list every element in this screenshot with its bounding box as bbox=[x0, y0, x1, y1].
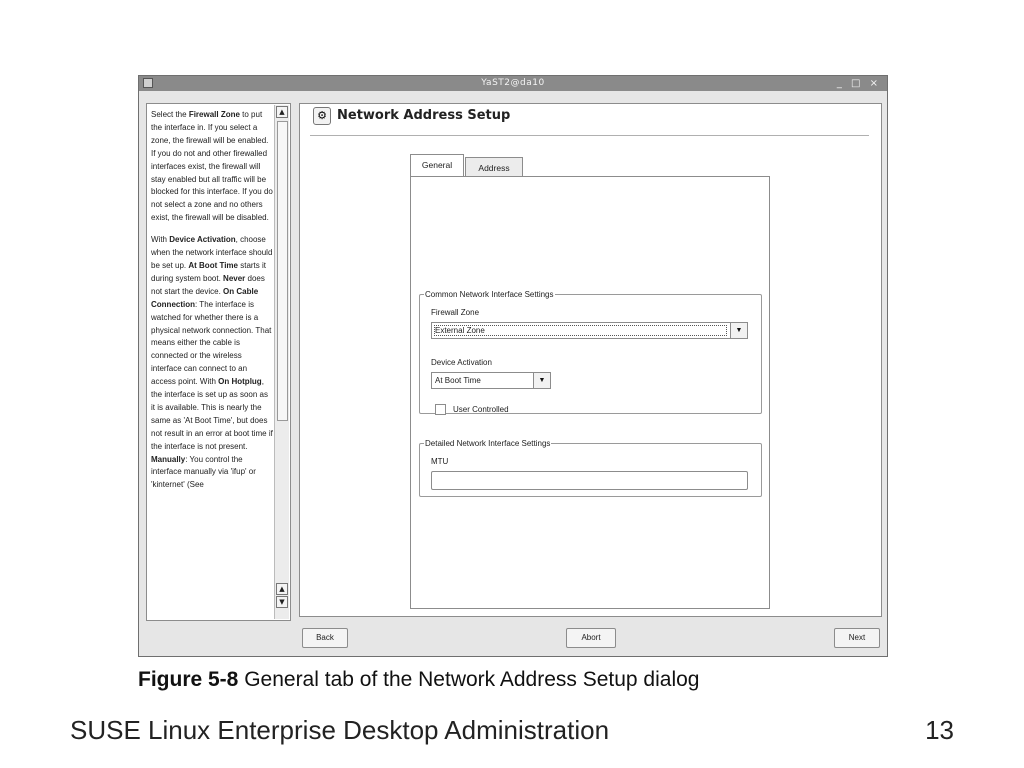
help-span: to put the interface in. If you select a zone, the firewall will be enabled. If you do not and other firewalled interfaces exist, the firewall will stay enabled but all traffic will be blocked for this interface. If you do not select a zone and no others exist, the firewall will be disabled. bbox=[151, 110, 273, 223]
back-button[interactable]: Back bbox=[302, 628, 348, 648]
scroll-up-lower-icon[interactable]: ▲ bbox=[276, 583, 288, 595]
help-term: Manually bbox=[151, 454, 186, 464]
abort-button[interactable]: Abort bbox=[566, 628, 616, 648]
general-tab-panel bbox=[410, 176, 770, 609]
detailed-settings-legend: Detailed Network Interface Settings bbox=[425, 439, 551, 448]
help-term: On Cable Connection bbox=[151, 286, 259, 309]
scroll-up-icon[interactable]: ▲ bbox=[276, 106, 288, 118]
next-button[interactable]: Next bbox=[834, 628, 880, 648]
help-span: starts it during system boot. bbox=[151, 260, 267, 283]
help-scrollbar[interactable] bbox=[274, 105, 289, 619]
yast-window bbox=[138, 75, 888, 657]
help-span: Select the bbox=[151, 110, 189, 119]
tab-general[interactable]: General bbox=[410, 154, 464, 176]
main-content bbox=[299, 103, 882, 617]
chevron-down-icon[interactable]: ▼ bbox=[533, 373, 550, 388]
help-span: : You control the interface manually via 'ifup' or 'kinternet' (See bbox=[151, 454, 256, 490]
window-controls[interactable]: _ □ × bbox=[836, 78, 881, 89]
help-span: does not start the device. bbox=[151, 273, 265, 296]
help-paragraph bbox=[151, 109, 273, 225]
firewall-zone-value: External Zone bbox=[435, 326, 485, 335]
course-title: SUSE Linux Enterprise Desktop Administration bbox=[70, 715, 610, 745]
help-panel bbox=[146, 103, 291, 621]
network-config-icon: ⚙ bbox=[313, 107, 331, 125]
help-term: At Boot Time bbox=[188, 260, 238, 270]
focus-indicator bbox=[434, 325, 727, 336]
scroll-thumb[interactable] bbox=[277, 121, 288, 421]
help-span: With bbox=[151, 235, 170, 245]
tab-address[interactable]: Address bbox=[465, 157, 523, 177]
user-controlled-label: User Controlled bbox=[453, 405, 509, 414]
window-title: YaST2@da10 bbox=[481, 78, 545, 88]
help-term: Device Activation bbox=[169, 235, 236, 245]
help-span: , choose when the network interface should be set up. bbox=[151, 235, 273, 270]
device-activation-value: At Boot Time bbox=[435, 376, 481, 385]
header-divider bbox=[310, 135, 869, 136]
help-term: Never bbox=[223, 273, 246, 283]
page-title: Network Address Setup bbox=[337, 108, 511, 123]
help-term: On Hotplug bbox=[218, 377, 262, 387]
mtu-label: MTU bbox=[431, 457, 449, 466]
firewall-zone-select[interactable] bbox=[431, 322, 748, 339]
help-term: Firewall Zone bbox=[188, 110, 240, 119]
help-span: : The interface is watched for whether there is a physical network connection. That means either the cable is connected or the wireless interface can connect to an access point. With bbox=[151, 299, 272, 387]
mtu-input[interactable] bbox=[431, 471, 748, 490]
figure-number: Figure 5-8 bbox=[138, 668, 239, 691]
device-activation-select[interactable] bbox=[431, 372, 551, 389]
device-activation-label: Device Activation bbox=[431, 358, 492, 367]
page-number: 13 bbox=[925, 715, 954, 745]
common-settings-legend: Common Network Interface Settings bbox=[425, 290, 554, 299]
window-titlebar[interactable] bbox=[139, 76, 887, 91]
user-controlled-checkbox[interactable] bbox=[435, 404, 446, 415]
help-text bbox=[151, 109, 273, 501]
figure-caption bbox=[138, 668, 699, 692]
scroll-down-icon[interactable]: ▼ bbox=[276, 596, 288, 608]
figure-caption-text: General tab of the Network Address Setup dialog bbox=[238, 668, 700, 691]
help-span: , the interface is set up as soon as it is available. This is nearly the same as 'At Boot Time', but does not result in an error at boot time if the interface is not present. bbox=[151, 377, 273, 451]
firewall-zone-label: Firewall Zone bbox=[431, 308, 480, 317]
chevron-down-icon[interactable]: ▼ bbox=[730, 323, 747, 338]
help-paragraph bbox=[151, 234, 273, 492]
